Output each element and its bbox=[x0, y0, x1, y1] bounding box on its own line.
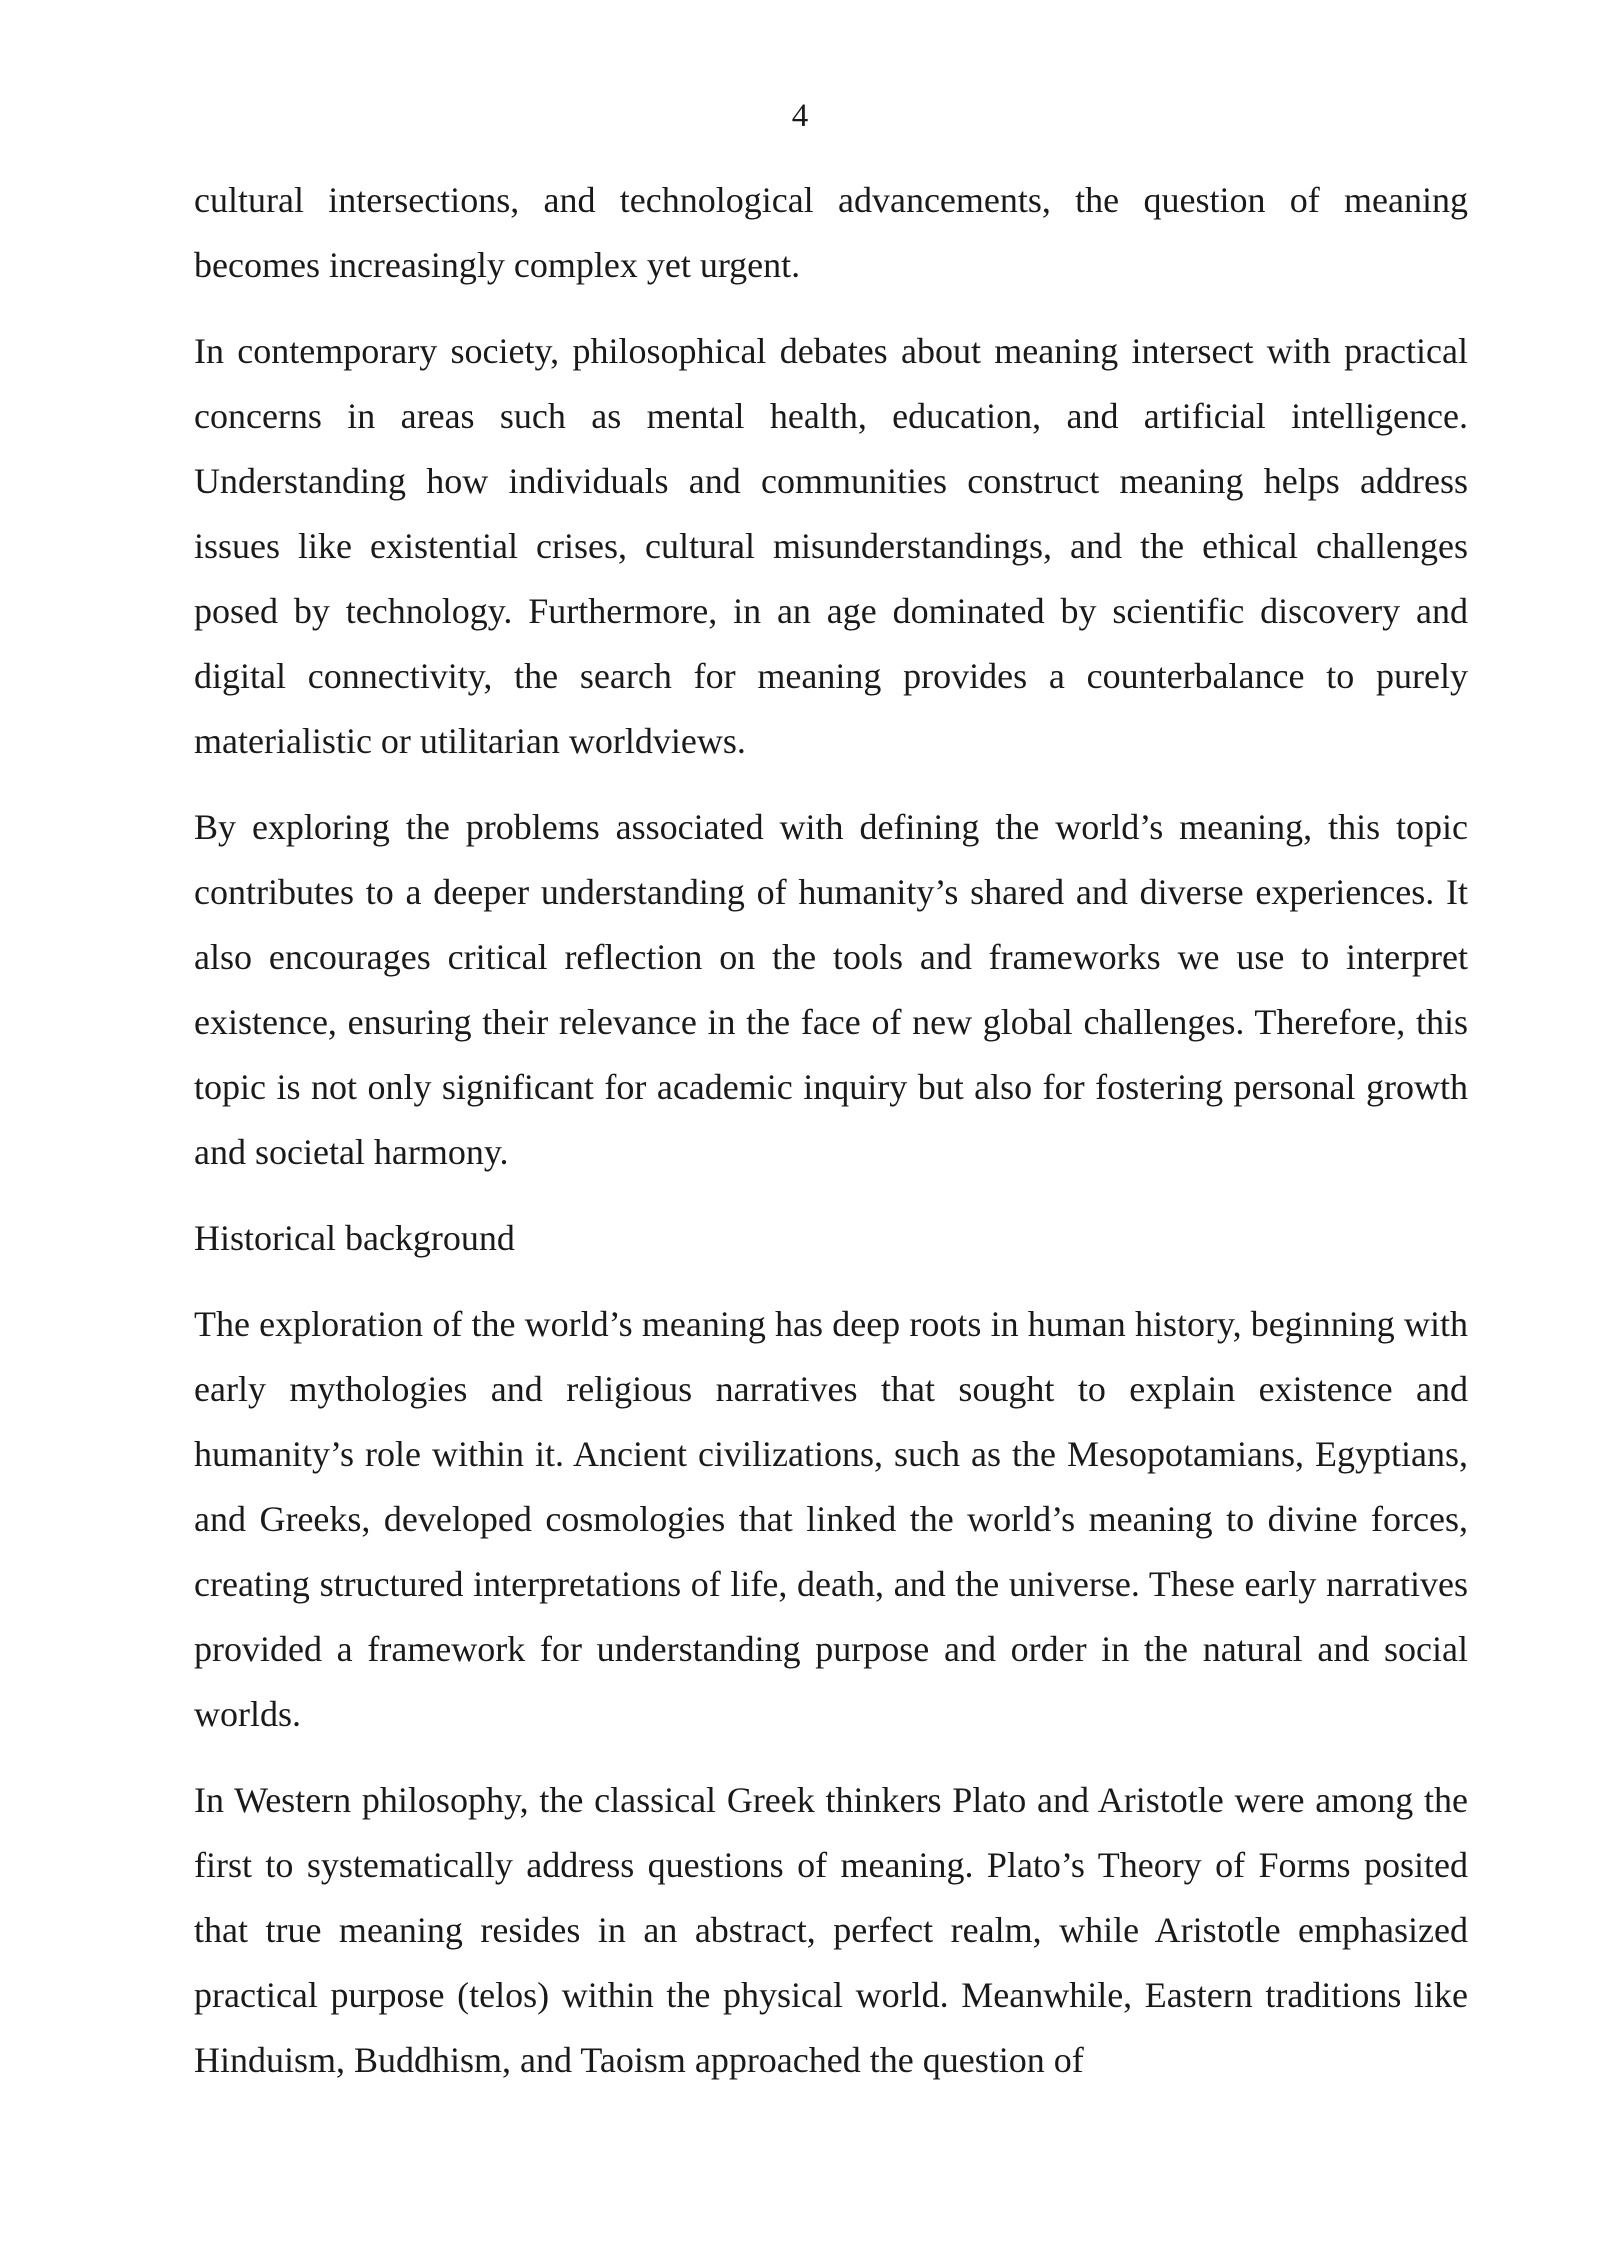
paragraph-3: By exploring the problems associated with defining the world’s meaning, this topic contributes to a deeper understanding of humanity’s shared and diverse experiences. It also encourages critical reflection on the tools and frameworks we use to interpret existence, ensuring their relevance in the face of new global challenges. Therefore, this topic is not only significant for academic inquiry but also for fostering personal growth and societal harmony. bbox=[194, 807, 1468, 1172]
page-body bbox=[194, 168, 1468, 2114]
section-heading: Historical background bbox=[194, 1218, 515, 1258]
paragraph-2: In contemporary society, philosophical debates about meaning intersect with practical concerns in areas such as mental health, education, and artificial intelligence. Understanding how individuals and communities construct meaning helps address issues like existential crises, cultural misunderstandings, and the ethical challenges posed by technology. Furthermore, in an age dominated by scientific discovery and digital connectivity, the search for meaning provides a counterbalance to purely materialistic or utilitarian worldviews. bbox=[194, 331, 1468, 761]
paragraph-4: The exploration of the world’s meaning has deep roots in human history, beginning with early mythologies and religious narratives that sought to explain existence and humanity’s role within it. Ancient civilizations, such as the Mesopotamians, Egyptians, and Greeks, developed cosmologies that linked the world’s meaning to divine forces, creating structured interpretations of life, death, and the universe. These early narratives provided a framework for understanding purpose and order in the natural and social worlds. bbox=[194, 1304, 1468, 1734]
page-number: 4 bbox=[791, 98, 809, 134]
paragraph-1: cultural intersections, and technological advancements, the question of meaning becomes increasingly complex yet urgent. bbox=[194, 180, 1468, 285]
paragraph-5: In Western philosophy, the classical Greek thinkers Plato and Aristotle were among the first to systematically address questions of meaning. Plato’s Theory of Forms posited that true meaning resides in an abstract, perfect realm, while Aristotle emphasized practical purpose (telos) within the physical world. Meanwhile, Eastern traditions like Hinduism, Buddhism, and Taoism approached the question of bbox=[194, 1780, 1468, 2080]
